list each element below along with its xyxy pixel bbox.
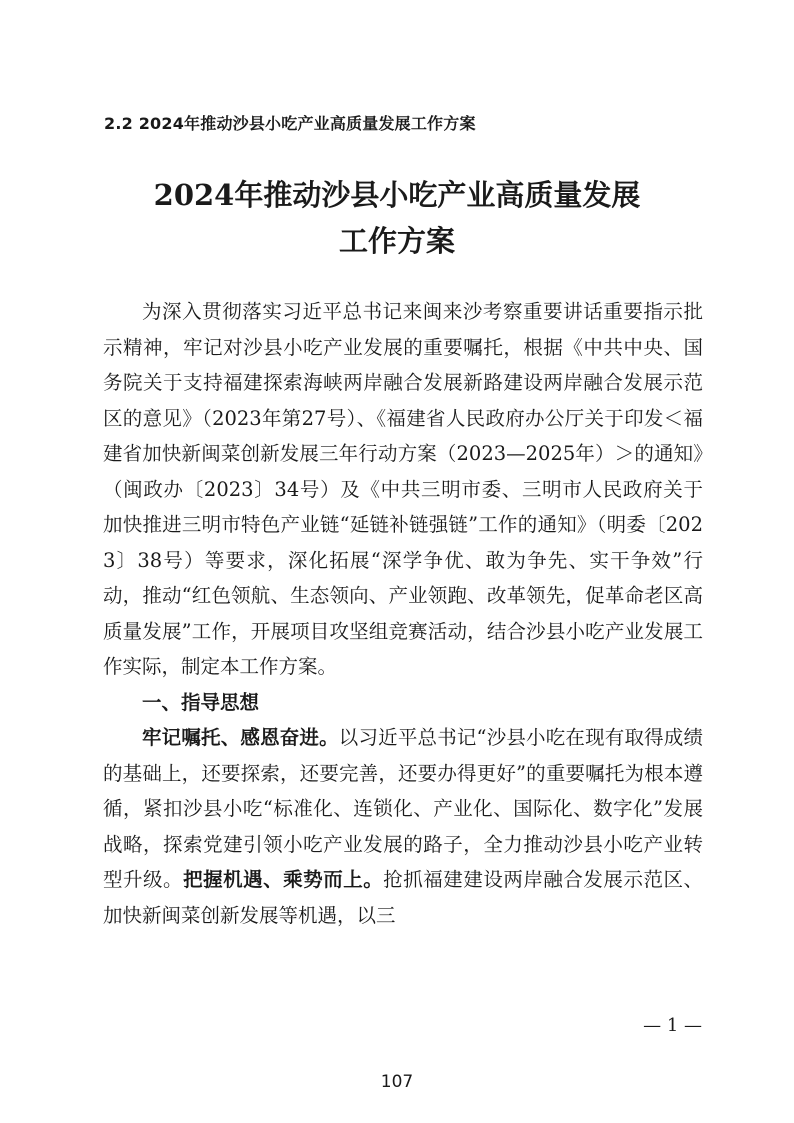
- intro-paragraph: 为深入贯彻落实习近平总书记来闽来沙考察重要讲话重要指示批示精神，牢记对沙县小吃产业发展的重要嘱托，根据《中共中央、国务院关于支持福建探索海峡两岸融合发展新路建设两岸融合发展示范区的意见》（2023年第27号）、《福建省人民政府办公厅关于印发＜福建省加快新闽菜创新发展三年行动方案（2023—2025年）＞的通知》（闽政办〔2023〕34号）及《中共三明市委、三明市人民政府关于加快推进三明市特色产业链“延链补链强链”工作的通知》（明委〔2023〕38号）等要求，深化拓展“深学争优、敢为争先、实干争效”行动，推动“红色领航、生态领向、产业领跑、改革领先，促革命老区高质量发展”工作，开展项目攻坚组竞赛活动，结合沙县小吃产业发展工作实际，制定本工作方案。: [103, 300, 703, 678]
- guiding-thought-text-1: 以习近平总书记“沙县小吃在现有取得成绩的基础上，还要探索，还要完善，还要办得更好”的重要嘱托为根本遵循，紧扣沙县小吃“标准化、连锁化、产业化、国际化、数字化”发展战略，探索党建引领小吃产业发展的路子，全力推动沙县小吃产业转型升级。: [103, 726, 703, 891]
- document-title: [0, 172, 794, 264]
- guiding-thought-text-2: 抢抓福建建设两岸融合发展示范区、加快新闽菜创新发展等机遇，以三: [103, 868, 703, 927]
- document-body: [103, 294, 703, 933]
- document-title-line-2: 工作方案: [338, 224, 455, 258]
- section-heading: 2.2 2024年推动沙县小吃产业高质量发展工作方案: [104, 114, 476, 133]
- bold-phrase-seize-opportunity: 把握机遇、乘势而上。: [183, 868, 384, 891]
- heading-guiding-thought: 一、指导思想: [142, 690, 260, 714]
- document-title-line-1: 2024年推动沙县小吃产业高质量发展: [153, 178, 641, 212]
- inner-page-number: — 1 —: [643, 1015, 702, 1036]
- guiding-thought-paragraph: [103, 720, 703, 933]
- bold-phrase-remember-entrustment: 牢记嘱托、感恩奋进。: [142, 726, 339, 749]
- outer-page-number: 107: [380, 1072, 414, 1092]
